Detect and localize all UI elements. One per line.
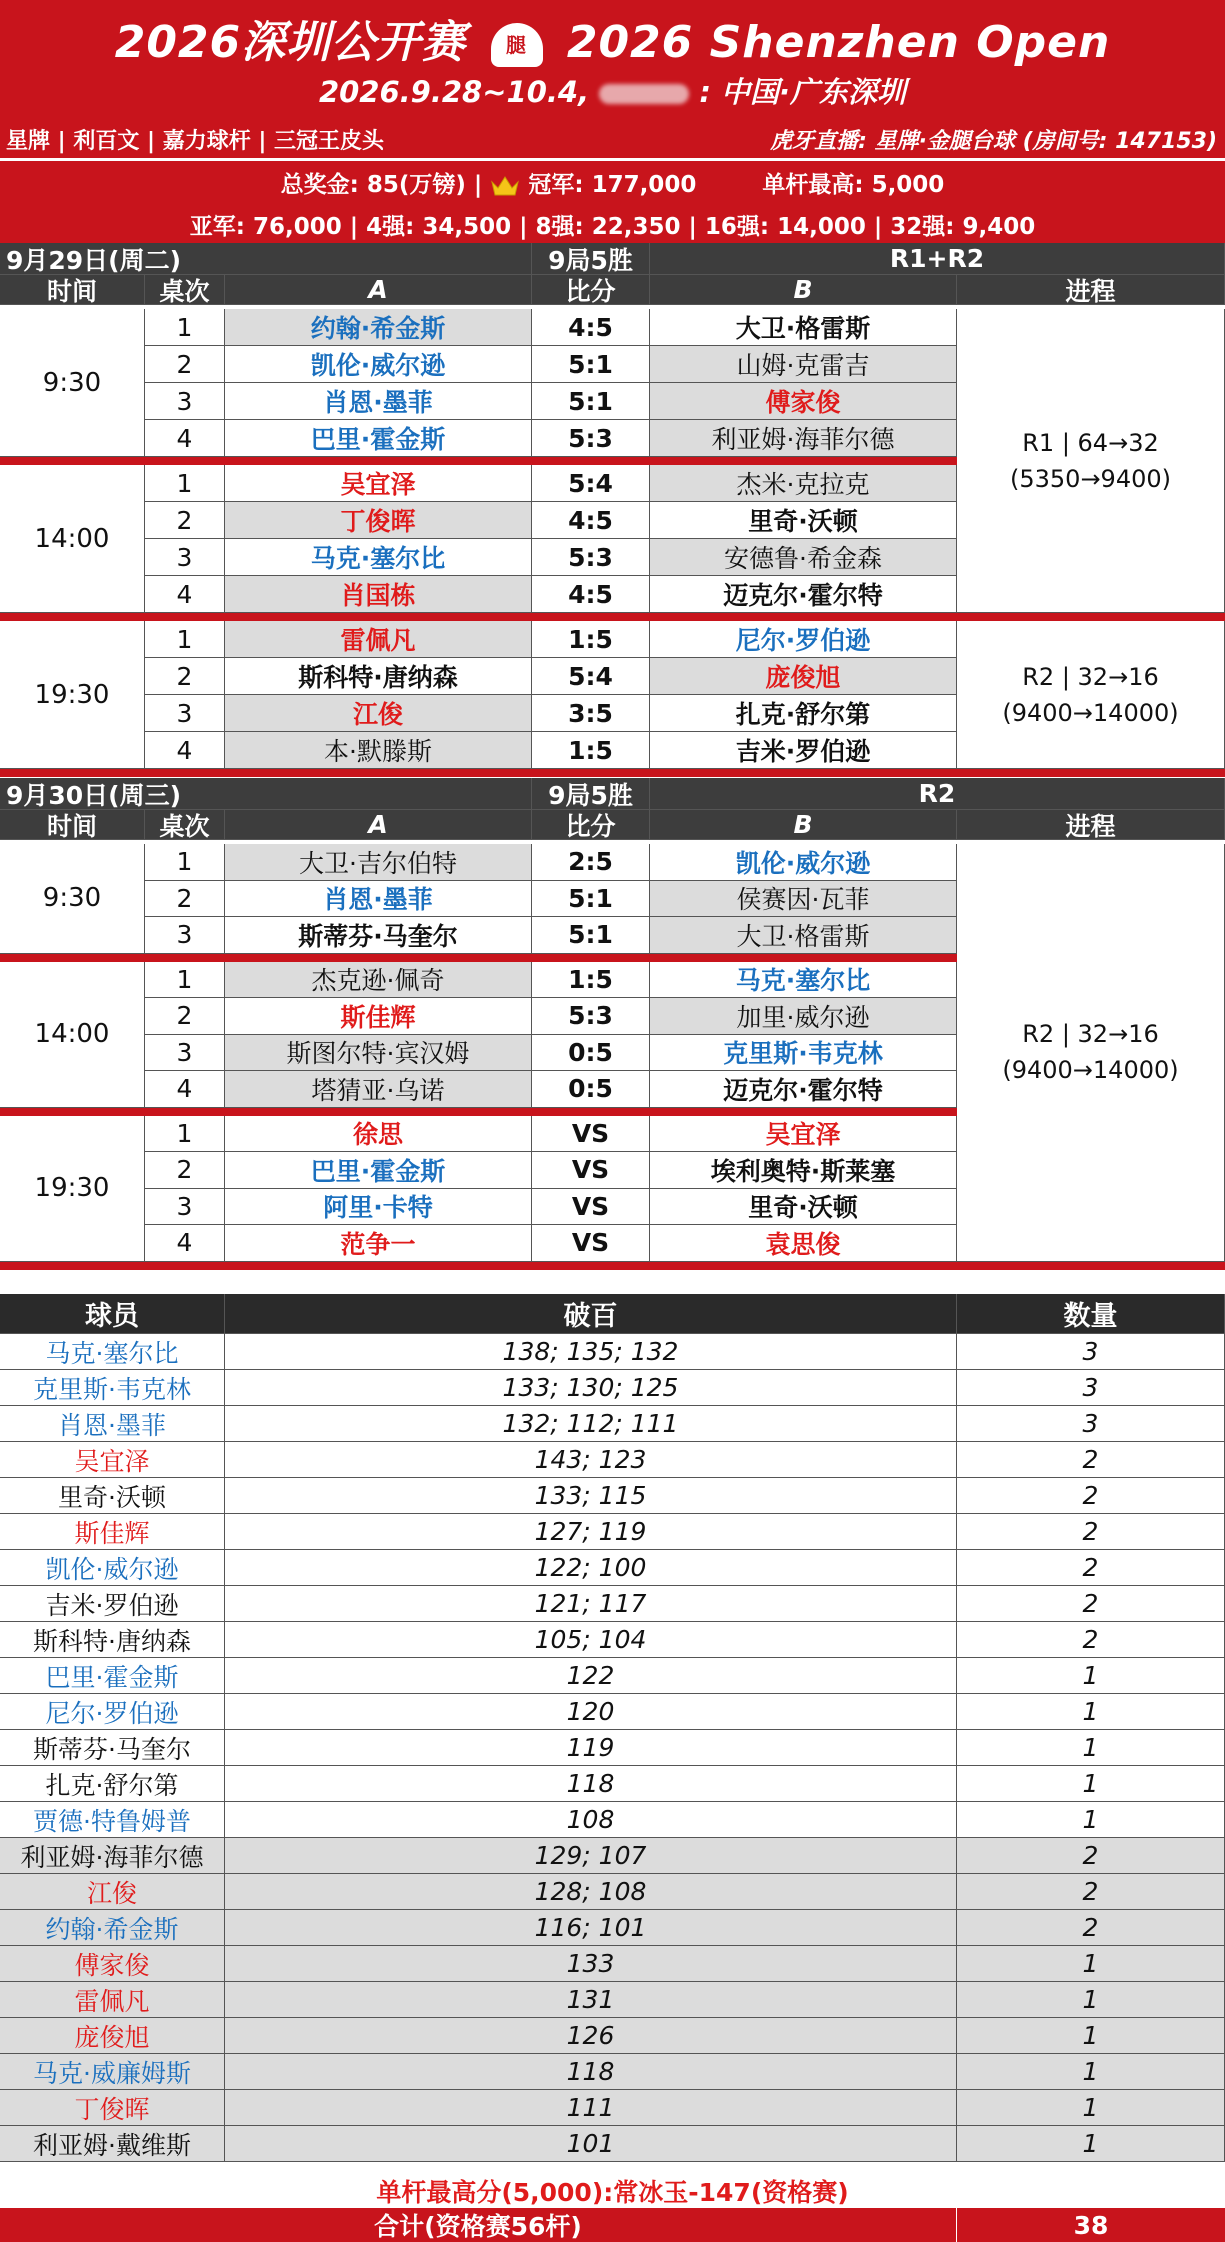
century-count: 1 [957, 1946, 1225, 1982]
match-score: 0:5 [532, 1035, 650, 1072]
century-player: 雷佩凡 [0, 1982, 225, 2018]
match-score: 5:1 [532, 346, 650, 383]
col-breaks: 破百 [225, 1294, 957, 1334]
century-player: 约翰·希金斯 [0, 1910, 225, 1946]
player-b: 吉米·罗伯逊 [650, 732, 957, 769]
century-breaks: 132; 112; 111 [225, 1406, 957, 1442]
progress-points: (9400→14000) [1002, 698, 1179, 727]
player-a: 阿里·卡特 [225, 1189, 532, 1226]
century-breaks: 111 [225, 2090, 957, 2126]
player-b: 袁思俊 [650, 1225, 957, 1262]
col-player-b: B [650, 810, 957, 840]
player-b: 扎克·舒尔第 [650, 695, 957, 732]
table-number: 3 [145, 1035, 225, 1072]
col-player: 球员 [0, 1294, 225, 1334]
century-count: 1 [957, 1982, 1225, 2018]
century-breaks: 116; 101 [225, 1910, 957, 1946]
match-score: 4:5 [532, 502, 650, 539]
day1-schedule [0, 243, 1225, 778]
col-table: 桌次 [145, 810, 225, 840]
century-player: 丁俊晖 [0, 2090, 225, 2126]
crown-icon [490, 174, 520, 198]
century-count: 1 [957, 2090, 1225, 2126]
century-player: 斯佳辉 [0, 1514, 225, 1550]
century-breaks: 133; 115 [225, 1478, 957, 1514]
title-english: 2026 Shenzhen Open [566, 17, 1111, 68]
table-number: 2 [145, 998, 225, 1035]
session-time: 9:30 [0, 309, 145, 457]
century-count: 2 [957, 1874, 1225, 1910]
player-b: 吴宜泽 [650, 1116, 957, 1153]
session-time: 9:30 [0, 844, 145, 954]
col-player-a: A [225, 275, 532, 305]
total-prize: 总奖金: 85(万镑) | [280, 172, 483, 198]
table-number: 4 [145, 732, 225, 769]
player-a: 肖恩·墨菲 [225, 881, 532, 918]
player-a: 范争一 [225, 1225, 532, 1262]
century-breaks: 131 [225, 1982, 957, 2018]
table-number: 1 [145, 621, 225, 658]
table-number: 4 [145, 1071, 225, 1108]
day2-schedule [0, 778, 1225, 1294]
col-score: 比分 [532, 810, 650, 840]
table-number: 3 [145, 1189, 225, 1226]
col-score: 比分 [532, 275, 650, 305]
player-b: 迈克尔·霍尔特 [650, 576, 957, 613]
match-score: 1:5 [532, 732, 650, 769]
match-score: 5:4 [532, 465, 650, 502]
century-player: 利亚姆·海菲尔德 [0, 1838, 225, 1874]
session-time: 19:30 [0, 621, 145, 769]
table-number: 2 [145, 346, 225, 383]
col-count: 数量 [957, 1294, 1225, 1334]
player-a: 江俊 [225, 695, 532, 732]
round-label: R2 [650, 778, 1225, 810]
player-b: 山姆·克雷吉 [650, 346, 957, 383]
century-count: 3 [957, 1406, 1225, 1442]
match-score: 3:5 [532, 695, 650, 732]
table-number: 4 [145, 576, 225, 613]
player-a: 斯科特·唐纳森 [225, 658, 532, 695]
total-count: 38 [1073, 2210, 1109, 2240]
century-player: 马克·威廉姆斯 [0, 2054, 225, 2090]
session-divider [0, 1262, 1225, 1270]
player-b: 安德鲁·希金森 [650, 539, 957, 576]
century-breaks: 121; 117 [225, 1586, 957, 1622]
match-score: VS [532, 1116, 650, 1153]
player-b: 杰米·克拉克 [650, 465, 957, 502]
century-player: 尼尔·罗伯逊 [0, 1694, 225, 1730]
player-a: 丁俊晖 [225, 502, 532, 539]
player-b: 侯赛因·瓦菲 [650, 881, 957, 918]
dates: 2026.9.28~10.4, [318, 75, 590, 109]
match-score: VS [532, 1152, 650, 1189]
player-a: 斯佳辉 [225, 998, 532, 1035]
century-breaks: 133 [225, 1946, 957, 1982]
century-count: 2 [957, 1442, 1225, 1478]
century-player: 吴宜泽 [0, 1442, 225, 1478]
col-player-b: B [650, 275, 957, 305]
century-breaks: 122 [225, 1658, 957, 1694]
century-breaks: 120 [225, 1694, 957, 1730]
player-a: 巴里·霍金斯 [225, 420, 532, 457]
session-time: 14:00 [0, 465, 145, 613]
player-a: 本·默滕斯 [225, 732, 532, 769]
century-breaks: 127; 119 [225, 1514, 957, 1550]
century-breaks: 128; 108 [225, 1874, 957, 1910]
table-number: 4 [145, 420, 225, 457]
match-format: 9局5胜 [532, 778, 650, 810]
player-a: 塔猜亚·乌诺 [225, 1071, 532, 1108]
player-a: 雷佩凡 [225, 621, 532, 658]
player-b: 傅家俊 [650, 383, 957, 420]
round-progress [957, 844, 1225, 1262]
century-player: 江俊 [0, 1874, 225, 1910]
prize-line-2: 亚军: 76,000 | 4强: 34,500 | 8强: 22,350 | 16强: 14,000 | 32强: 9,400 [189, 214, 1036, 240]
century-player: 斯蒂芬·马奎尔 [0, 1730, 225, 1766]
session-divider [0, 613, 1225, 621]
col-time: 时间 [0, 275, 145, 305]
match-score: 4:5 [532, 309, 650, 346]
century-breaks: 119 [225, 1730, 957, 1766]
col-player-a: A [225, 810, 532, 840]
match-format: 9局5胜 [532, 243, 650, 275]
title-chinese: 2026深圳公开赛 [114, 17, 467, 68]
match-score: 2:5 [532, 844, 650, 881]
century-breaks: 133; 130; 125 [225, 1370, 957, 1406]
century-count: 1 [957, 1802, 1225, 1838]
col-progress: 进程 [957, 810, 1225, 840]
century-breaks: 118 [225, 1766, 957, 1802]
header-banner [0, 0, 1225, 243]
highest-break-prize: 单杆最高: 5,000 [762, 172, 945, 198]
century-count: 2 [957, 1838, 1225, 1874]
match-score: 5:3 [532, 420, 650, 457]
player-b: 马克·塞尔比 [650, 962, 957, 999]
match-score: 5:1 [532, 383, 650, 420]
player-b: 里奇·沃顿 [650, 1189, 957, 1226]
session-time: 19:30 [0, 1116, 145, 1262]
table-number: 4 [145, 1225, 225, 1262]
century-player: 傅家俊 [0, 1946, 225, 1982]
jintui-logo-icon: 腿 [491, 23, 543, 67]
century-breaks: 108 [225, 1802, 957, 1838]
century-player: 斯科特·唐纳森 [0, 1622, 225, 1658]
century-player: 扎克·舒尔第 [0, 1766, 225, 1802]
century-count: 2 [957, 1550, 1225, 1586]
progress-points: (9400→14000) [1002, 1056, 1179, 1085]
century-count: 3 [957, 1334, 1225, 1370]
century-player: 吉米·罗伯逊 [0, 1586, 225, 1622]
table-number: 2 [145, 881, 225, 918]
century-breaks-table [0, 1294, 1225, 2173]
player-a: 大卫·吉尔伯特 [225, 844, 532, 881]
player-a: 肖国栋 [225, 576, 532, 613]
player-a: 杰克逊·佩奇 [225, 962, 532, 999]
player-b: 加里·威尔逊 [650, 998, 957, 1035]
champion-prize: 冠军: 177,000 [528, 172, 697, 198]
dates-location [0, 70, 1225, 111]
player-a: 巴里·霍金斯 [225, 1152, 532, 1189]
table-number: 3 [145, 383, 225, 420]
table-number: 2 [145, 658, 225, 695]
tournament-title [0, 6, 1225, 70]
col-progress: 进程 [957, 275, 1225, 305]
sponsors: 星牌 | 利百文 | 嘉力球杆 | 三冠王皮头 [6, 129, 385, 154]
century-breaks: 129; 107 [225, 1838, 957, 1874]
century-player: 利亚姆·戴维斯 [0, 2126, 225, 2162]
match-score: 5:1 [532, 881, 650, 918]
day-date: 9月30日(周三) [0, 778, 532, 810]
century-count: 1 [957, 2054, 1225, 2090]
prize-line-1 [0, 166, 1225, 199]
player-b: 克里斯·韦克林 [650, 1035, 957, 1072]
table-number: 1 [145, 1116, 225, 1153]
location: : 中国·广东深圳 [699, 75, 907, 109]
player-a: 斯蒂芬·马奎尔 [225, 917, 532, 954]
match-score: 4:5 [532, 576, 650, 613]
player-b: 里奇·沃顿 [650, 502, 957, 539]
century-count: 2 [957, 1622, 1225, 1658]
table-number: 1 [145, 962, 225, 999]
player-b: 庞俊旭 [650, 658, 957, 695]
live-stream-info: 虎牙直播: 星牌·金腿台球 (房间号: 147153) [770, 129, 1217, 154]
century-count: 1 [957, 2018, 1225, 2054]
player-b: 迈克尔·霍尔特 [650, 1071, 957, 1108]
century-player: 贾德·特鲁姆普 [0, 1802, 225, 1838]
round-label: R1+R2 [650, 243, 1225, 275]
match-score: VS [532, 1225, 650, 1262]
match-score: 0:5 [532, 1071, 650, 1108]
century-player: 肖恩·墨菲 [0, 1406, 225, 1442]
player-a: 肖恩·墨菲 [225, 383, 532, 420]
century-count: 2 [957, 1910, 1225, 1946]
progress-round: R2 | 32→16 [1022, 662, 1159, 691]
total-row [0, 2208, 1225, 2242]
player-a: 约翰·希金斯 [225, 309, 532, 346]
century-breaks: 143; 123 [225, 1442, 957, 1478]
century-count: 1 [957, 1730, 1225, 1766]
century-breaks: 118 [225, 2054, 957, 2090]
match-score: 5:4 [532, 658, 650, 695]
table-number: 1 [145, 844, 225, 881]
century-breaks: 138; 135; 132 [225, 1334, 957, 1370]
progress-round: R1 | 64→32 [1022, 428, 1159, 457]
century-player: 庞俊旭 [0, 2018, 225, 2054]
century-player: 巴里·霍金斯 [0, 1658, 225, 1694]
table-number: 2 [145, 1152, 225, 1189]
total-label: 合计(资格赛56杆) [0, 2208, 957, 2242]
blurred-venue [599, 84, 689, 104]
session-time: 14:00 [0, 962, 145, 1108]
col-time: 时间 [0, 810, 145, 840]
table-number: 3 [145, 917, 225, 954]
table-number: 3 [145, 539, 225, 576]
match-score: 5:3 [532, 539, 650, 576]
table-number: 3 [145, 695, 225, 732]
day-date: 9月29日(周二) [0, 243, 532, 275]
player-a: 凯伦·威尔逊 [225, 346, 532, 383]
match-score: 5:3 [532, 998, 650, 1035]
century-breaks: 101 [225, 2126, 957, 2162]
table-number: 1 [145, 465, 225, 502]
table-number: 1 [145, 309, 225, 346]
century-player: 凯伦·威尔逊 [0, 1550, 225, 1586]
century-count: 2 [957, 1586, 1225, 1622]
century-breaks: 122; 100 [225, 1550, 957, 1586]
century-count: 1 [957, 1694, 1225, 1730]
round-progress [957, 621, 1225, 769]
player-a: 吴宜泽 [225, 465, 532, 502]
century-count: 2 [957, 1514, 1225, 1550]
century-player: 里奇·沃顿 [0, 1478, 225, 1514]
col-table: 桌次 [145, 275, 225, 305]
player-b: 大卫·格雷斯 [650, 917, 957, 954]
player-b: 埃利奥特·斯莱塞 [650, 1152, 957, 1189]
table-number: 2 [145, 502, 225, 539]
century-count: 1 [957, 1766, 1225, 1802]
player-a: 马克·塞尔比 [225, 539, 532, 576]
session-divider [0, 769, 1225, 777]
player-b: 利亚姆·海菲尔德 [650, 420, 957, 457]
player-a: 斯图尔特·宾汉姆 [225, 1035, 532, 1072]
century-count: 1 [957, 1658, 1225, 1694]
match-score: 1:5 [532, 621, 650, 658]
player-b: 尼尔·罗伯逊 [650, 621, 957, 658]
round-progress [957, 309, 1225, 613]
match-score: 1:5 [532, 962, 650, 999]
century-count: 1 [957, 2126, 1225, 2162]
player-b: 大卫·格雷斯 [650, 309, 957, 346]
match-score: VS [532, 1189, 650, 1226]
highest-break-note: 单杆最高分(5,000):常冰玉-147(资格赛) [0, 2173, 1225, 2208]
century-breaks: 105; 104 [225, 1622, 957, 1658]
century-breaks: 126 [225, 2018, 957, 2054]
progress-round: R2 | 32→16 [1022, 1020, 1159, 1049]
header-divider [0, 158, 1225, 161]
century-count: 3 [957, 1370, 1225, 1406]
progress-points: (5350→9400) [1010, 464, 1171, 493]
match-score: 5:1 [532, 917, 650, 954]
century-player: 克里斯·韦克林 [0, 1370, 225, 1406]
player-b: 凯伦·威尔逊 [650, 844, 957, 881]
century-player: 马克·塞尔比 [0, 1334, 225, 1370]
player-a: 徐思 [225, 1116, 532, 1153]
century-count: 2 [957, 1478, 1225, 1514]
